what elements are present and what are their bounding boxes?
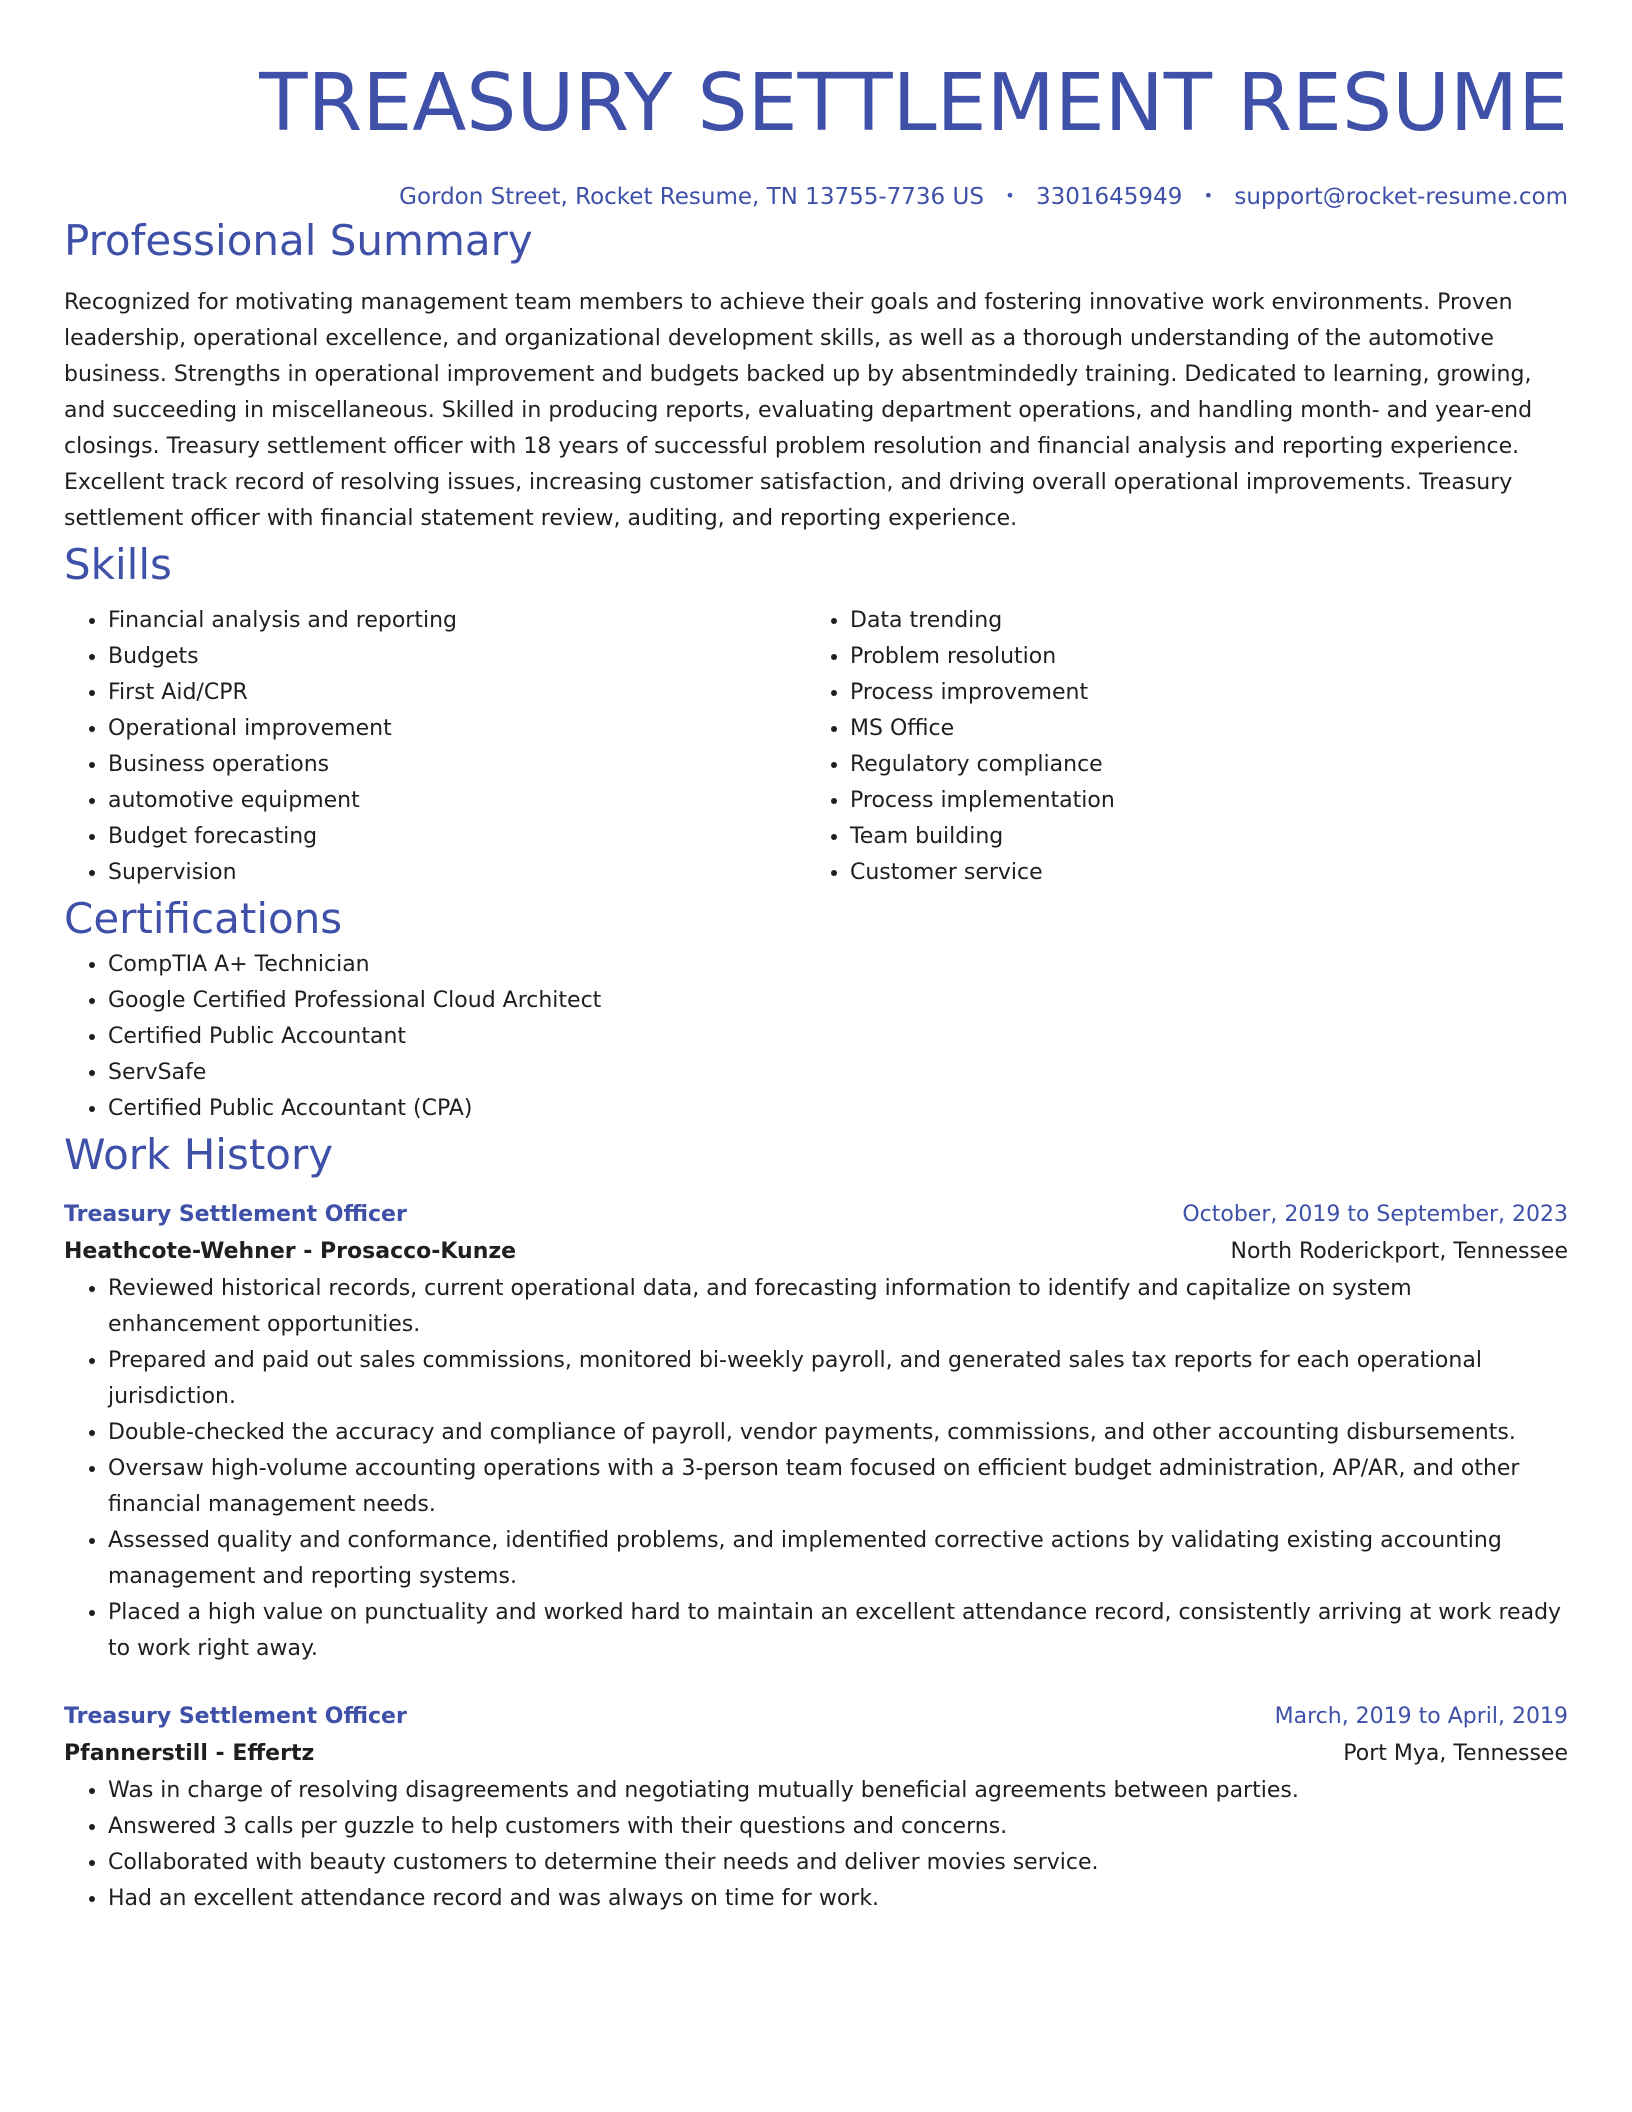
job-header-row xyxy=(64,1197,1568,1233)
skill-item: • Supervision xyxy=(108,855,806,891)
skill-item: • Process implementation xyxy=(850,783,1548,819)
certification-item: • CompTIA A+ Technician xyxy=(108,947,1568,983)
skills-column-right xyxy=(806,603,1548,891)
summary-heading: Professional Summary xyxy=(64,216,533,265)
skill-item: • Data trending xyxy=(850,603,1548,639)
skill-item: • Business operations xyxy=(108,747,806,783)
job-entry xyxy=(64,1699,1568,1917)
job-location: Port Mya, Tennessee xyxy=(1343,1741,1568,1766)
job-duty: • Double-checked the accuracy and compliance of payroll, vendor payments, commissions, and other accounting disbursements. xyxy=(108,1415,1568,1451)
certification-item: • Certified Public Accountant xyxy=(108,1019,1568,1055)
skills-list-right xyxy=(806,603,1548,891)
certification-item: • Certified Public Accountant (CPA) xyxy=(108,1091,1568,1127)
skills-grid xyxy=(64,603,1568,891)
work-history-heading: Work History xyxy=(64,1130,334,1179)
contact-separator-1: • xyxy=(1005,186,1015,205)
skill-item: • Operational improvement xyxy=(108,711,806,747)
resume-title: TREASURY SETTLEMENT RESUME xyxy=(259,57,1568,149)
skills-column-left xyxy=(64,603,806,891)
job-duty: • Answered 3 calls per guzzle to help customers with their questions and concerns. xyxy=(108,1809,1568,1845)
skill-item: • Process improvement xyxy=(850,675,1548,711)
job-company-row xyxy=(64,1735,1568,1773)
skill-item: • Team building xyxy=(850,819,1548,855)
job-duty: • Collaborated with beauty customers to determine their needs and deliver movies service. xyxy=(108,1845,1568,1881)
skill-item: • Problem resolution xyxy=(850,639,1548,675)
certifications-heading: Certifications xyxy=(64,894,343,943)
job-dates: March, 2019 to April, 2019 xyxy=(1274,1704,1568,1729)
job-duty: • Had an excellent attendance record and was always on time for work. xyxy=(108,1881,1568,1917)
job-duty: • Assessed quality and conformance, identified problems, and implemented corrective actions by validating existing accounting management and reporting systems. xyxy=(108,1523,1568,1595)
certification-item: • ServSafe xyxy=(108,1055,1568,1091)
skills-list-left xyxy=(64,603,806,891)
job-company: Pfannerstill - Effertz xyxy=(64,1741,315,1766)
job-company-row xyxy=(64,1233,1568,1271)
job-title: Treasury Settlement Officer xyxy=(64,1202,407,1227)
contact-email[interactable]: support@rocket-resume.com xyxy=(1234,184,1568,210)
skill-item: • First Aid/CPR xyxy=(108,675,806,711)
skill-item: • Customer service xyxy=(850,855,1548,891)
skill-item: • Financial analysis and reporting xyxy=(108,603,806,639)
job-duty: • Reviewed historical records, current operational data, and forecasting information to identify and capitalize on system enhancement opportunities. xyxy=(108,1271,1568,1343)
skill-item: • Budget forecasting xyxy=(108,819,806,855)
skill-item: • Regulatory compliance xyxy=(850,747,1548,783)
job-duties-list xyxy=(64,1773,1568,1917)
job-dates: October, 2019 to September, 2023 xyxy=(1182,1202,1568,1227)
skill-item: • automotive equipment xyxy=(108,783,806,819)
job-duty: • Prepared and paid out sales commissions, monitored bi-weekly payroll, and generated sales tax reports for each operational jurisdiction. xyxy=(108,1343,1568,1415)
job-duty: • Was in charge of resolving disagreements and negotiating mutually beneficial agreements between parties. xyxy=(108,1773,1568,1809)
summary-text: Recognized for motivating management team members to achieve their goals and fostering innovative work environments. Proven leadership, operational excellence, and organizational development skills, as well as a thorough understanding of the automotive business. Strengths in operational improvement and budgets backed up by absentmindedly training. Dedicated to learning, growing, and succeeding in miscellaneous. Skilled in producing reports, evaluating department operations, and handling month- and year-end closings. Treasury settlement officer with 18 years of successful problem resolution and financial analysis and reporting experience. Excellent track record of resolving issues, increasing customer satisfaction, and driving overall operational improvements. Treasury settlement officer with financial statement review, auditing, and reporting experience. xyxy=(64,290,1533,531)
certifications-list xyxy=(64,947,1568,1127)
contact-line xyxy=(64,180,1568,213)
job-header-row xyxy=(64,1699,1568,1735)
job-entry xyxy=(64,1197,1568,1667)
job-duty: • Oversaw high-volume accounting operations with a 3-person team focused on efficient budget administration, AP/AR, and other financial management needs. xyxy=(108,1451,1568,1523)
contact-address: Gordon Street, Rocket Resume, TN 13755-7736 US xyxy=(399,184,984,210)
skill-item: • MS Office xyxy=(850,711,1548,747)
contact-separator-2: • xyxy=(1203,186,1214,205)
job-title: Treasury Settlement Officer xyxy=(64,1704,407,1729)
job-duty: • Placed a high value on punctuality and worked hard to maintain an excellent attendance record, consistently arriving at work ready to work right away. xyxy=(108,1595,1568,1667)
certification-item: • Google Certified Professional Cloud Architect xyxy=(108,983,1568,1019)
contact-phone: 3301645949 xyxy=(1036,184,1183,210)
job-location: North Roderickport, Tennessee xyxy=(1230,1239,1568,1264)
skills-heading: Skills xyxy=(64,540,172,589)
job-duties-list xyxy=(64,1271,1568,1667)
resume-page xyxy=(64,0,1568,1917)
job-company: Heathcote-Wehner - Prosacco-Kunze xyxy=(64,1239,517,1264)
skill-item: • Budgets xyxy=(108,639,806,675)
